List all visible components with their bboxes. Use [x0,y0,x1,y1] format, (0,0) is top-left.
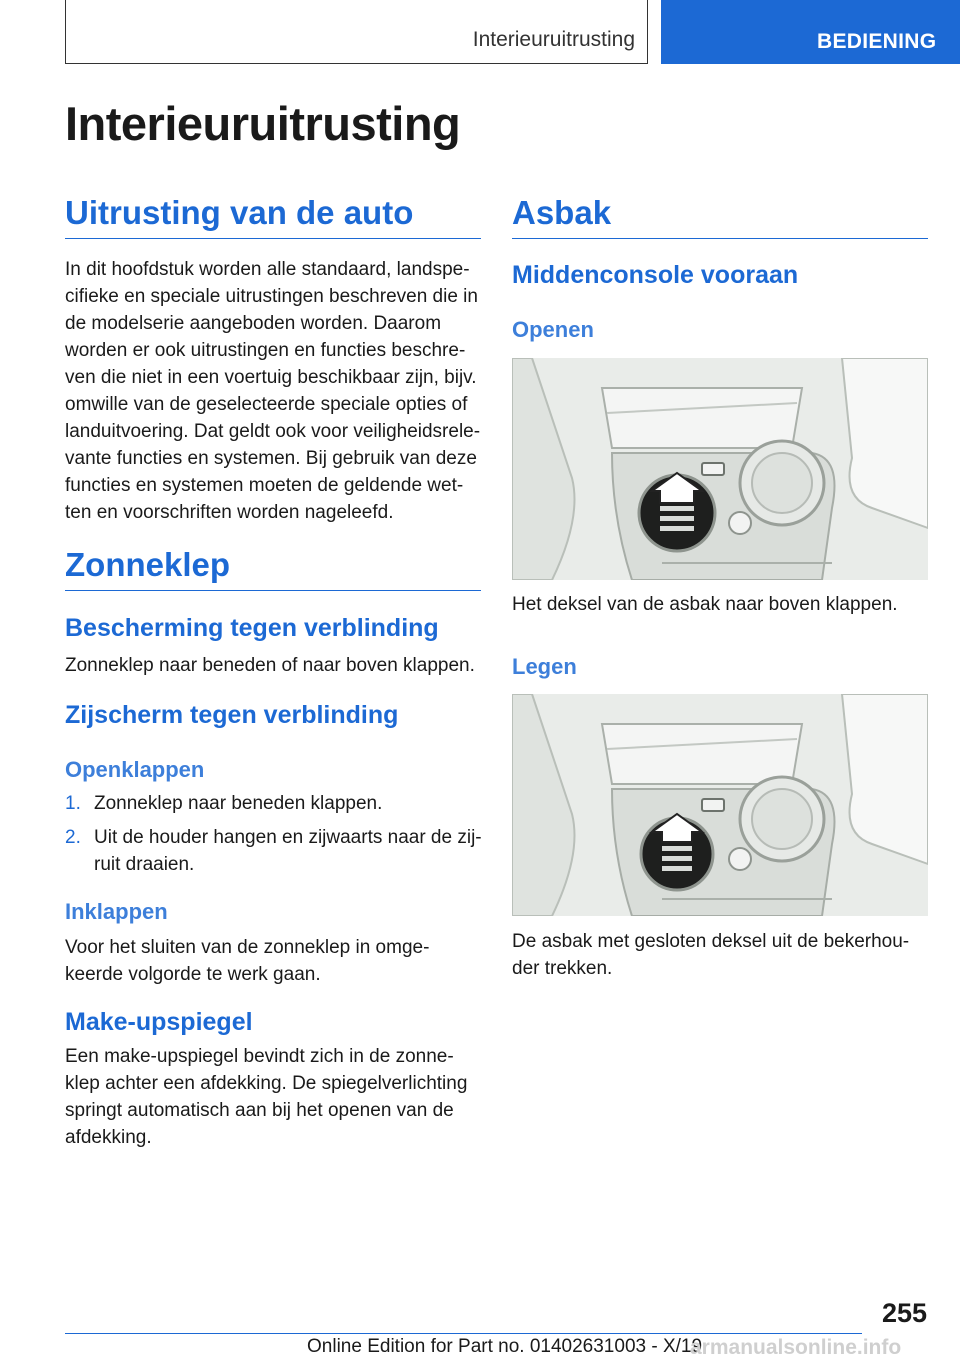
subsection-title-zijscherm: Zijscherm tegen verblinding [65,701,399,729]
list-text: Zonneklep naar beneden klappen. [94,793,383,814]
header-chapter-tab[interactable]: BEDIENING [661,0,960,64]
ashtray-open-illustration [512,358,928,580]
subsection-title-middenconsole: Middenconsole vooraan [512,261,799,289]
header-section-title: Interieuruitrusting [472,28,635,51]
subsection-title-make-upspiegel: Make-upspiegel [65,1008,253,1036]
console-drawing [512,694,928,916]
text-line: keerde volgorde te werk gaan. [65,964,321,985]
text-line: cifieke en speciale uitrustingen beschreven die in [65,286,478,307]
text-line: worden er ook uitrustingen en functies beschre- [65,340,466,361]
list-item [65,824,485,878]
watermark: armanualsonline.info [690,1336,902,1359]
text-line: ruit draaien. [94,854,195,875]
caption-openen: Het deksel van de asbak naar boven klappen. [512,594,898,615]
text-line: Voor het sluiten van de zonneklep in omge- [65,937,430,958]
page-title: Interieuruitrusting [65,97,461,150]
text-line: Een make-upspiegel bevindt zich in de zonne- [65,1046,454,1067]
footer-edition: Online Edition for Part no. 01402631003 - X/19 [307,1336,703,1357]
text-line: ven die niet in een voertuig beschikbaar zijn, bijv. [65,367,477,388]
heading-legen: Legen [512,654,577,679]
text-line: In dit hoofdstuk worden alle standaard, landspe- [65,259,470,280]
paragraph-bescherming: Zonneklep naar beneden of naar boven klappen. [65,655,475,676]
paragraph-make-upspiegel [65,1043,485,1151]
list-text [94,824,482,878]
text-line: functies en systemen moeten de geldende wet- [65,475,464,496]
text-line: De asbak met gesloten deksel uit de bekerhou- [512,931,910,952]
section-title-zonneklep: Zonneklep [65,546,481,591]
text-line: ten en voorschriften worden nageleefd. [65,502,394,523]
heading-openen: Openen [512,317,594,342]
list-number: 1. [65,793,81,814]
text-line: landuitvoering. Dat geldt ook voor veiligheidsrele- [65,421,481,442]
text-line: omwille van de geselecteerde speciale opties of [65,394,468,415]
text-line: der trekken. [512,958,613,979]
text-line: springt automatisch aan bij het openen van de [65,1100,454,1121]
text-line: Uit de houder hangen en zijwaarts naar de zij- [94,827,482,848]
console-drawing [512,358,928,580]
paragraph-uitrusting [65,256,485,526]
subsection-title-bescherming: Bescherming tegen verblinding [65,614,439,642]
caption-legen [512,928,932,982]
paragraph-inklappen [65,934,485,988]
section-title-asbak: Asbak [512,194,928,239]
page-number: 255 [881,1298,927,1328]
list-number: 2. [65,827,81,848]
text-line: vante functies en systemen. Bij gebruik van deze [65,448,477,469]
footer-divider [65,1333,862,1334]
text-line: de modelserie aangeboden worden. Daarom [65,313,442,334]
ashtray-remove-illustration [512,694,928,916]
heading-inklappen: Inklappen [65,899,168,924]
section-title-uitrusting: Uitrusting van de auto [65,194,481,239]
text-line: afdekking. [65,1127,152,1148]
text-line: klep achter een afdekking. De spiegelverlichting [65,1073,468,1094]
heading-openklappen: Openklappen [65,757,205,782]
